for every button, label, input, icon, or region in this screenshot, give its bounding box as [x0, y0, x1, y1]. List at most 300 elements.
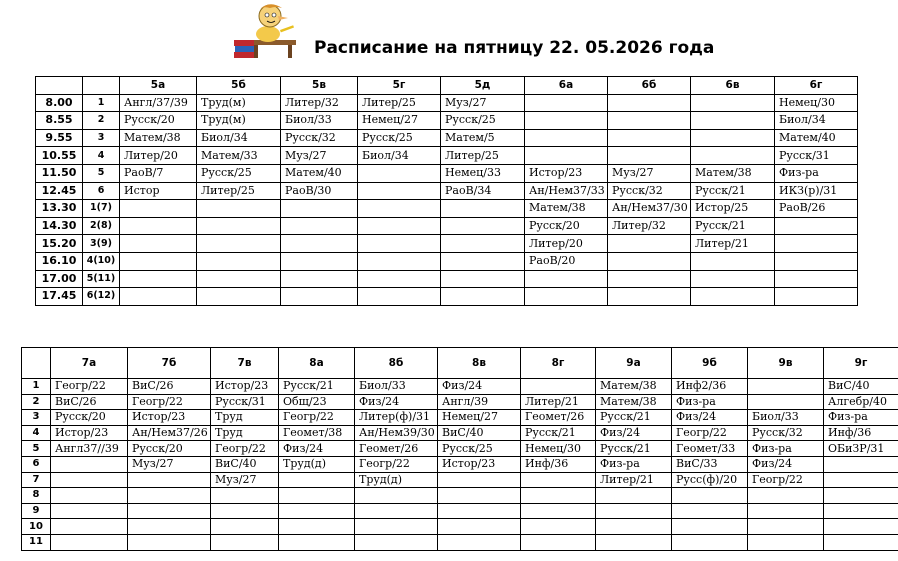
lesson-cell: [608, 288, 691, 306]
lesson-cell: [358, 288, 441, 306]
lesson-cell: [358, 200, 441, 218]
class-header: 6в: [691, 77, 775, 95]
lesson-cell: Русск/25: [358, 129, 441, 147]
lesson-cell: [824, 534, 898, 550]
lesson-cell: ВиС/33: [672, 456, 748, 472]
lesson-cell: Ан/Нем37/33: [525, 182, 608, 200]
lesson-cell: Матем/38: [596, 379, 672, 395]
lesson-cell: Русск/25: [197, 164, 281, 182]
lesson-cell: Матем/38: [525, 200, 608, 218]
lesson-cell: [358, 270, 441, 288]
lesson-cell: Литер(ф)/31: [355, 410, 438, 426]
lesson-cell: РаоВ/34: [441, 182, 525, 200]
lesson-cell: Геомет/26: [521, 410, 596, 426]
lesson-cell: [355, 519, 438, 535]
lesson-cell: Русск/21: [691, 182, 775, 200]
lesson-cell: Инф/36: [521, 456, 596, 472]
lesson-cell: Биол/33: [355, 379, 438, 395]
lesson-cell: Физ/24: [355, 394, 438, 410]
lesson-cell: [441, 270, 525, 288]
lesson-cell: Матем/38: [120, 129, 197, 147]
table-row: [36, 147, 858, 165]
lesson-cell: Геогр/22: [51, 379, 128, 395]
lesson-cell: РаоВ/20: [525, 252, 608, 270]
lesson-cell: Англ/37/39: [120, 94, 197, 112]
lesson-cell: [525, 129, 608, 147]
lesson-cell: [355, 503, 438, 519]
lesson-cell: Истор/23: [51, 425, 128, 441]
lesson-cell: РаоВ/30: [281, 182, 358, 200]
lesson-cell: [279, 503, 355, 519]
class-header: 6а: [525, 77, 608, 95]
lesson-cell: [824, 472, 898, 488]
lesson-cell: Немец/27: [358, 112, 441, 130]
class-header: 9в: [748, 348, 824, 379]
lesson-number: 5: [22, 441, 51, 457]
lesson-cell: [51, 456, 128, 472]
lesson-number: 2: [83, 112, 120, 130]
lesson-cell: [438, 488, 521, 504]
schedule-table-grades-7-9: [21, 347, 898, 551]
schedule-table-grades-5-6: [35, 76, 858, 306]
lesson-cell: [608, 252, 691, 270]
table-row: [22, 503, 898, 519]
lesson-cell: [120, 270, 197, 288]
lesson-cell: Физ/24: [596, 425, 672, 441]
lesson-cell: Матем/33: [197, 147, 281, 165]
lesson-cell: Русск/21: [521, 425, 596, 441]
lesson-cell: Немец/33: [441, 164, 525, 182]
class-header: 6г: [775, 77, 858, 95]
lesson-number: 6(12): [83, 288, 120, 306]
lesson-cell: Геомет/26: [355, 441, 438, 457]
lesson-number: 1: [22, 379, 51, 395]
lesson-cell: Русск/21: [596, 410, 672, 426]
lesson-cell: Труд(м): [197, 94, 281, 112]
lesson-cell: [281, 288, 358, 306]
class-header: 8а: [279, 348, 355, 379]
class-header: 7а: [51, 348, 128, 379]
lesson-time: 8.00: [36, 94, 83, 112]
class-header: 5г: [358, 77, 441, 95]
lesson-cell: [608, 94, 691, 112]
lesson-number: 11: [22, 534, 51, 550]
lesson-cell: [358, 164, 441, 182]
header-row: [36, 77, 858, 95]
lesson-cell: [211, 534, 279, 550]
lesson-cell: Муз/27: [281, 147, 358, 165]
lesson-cell: [51, 519, 128, 535]
lesson-cell: Физ-ра: [596, 456, 672, 472]
lesson-cell: [521, 488, 596, 504]
lesson-cell: [824, 503, 898, 519]
lesson-cell: [120, 200, 197, 218]
lesson-cell: [355, 488, 438, 504]
lesson-number: 2(8): [83, 217, 120, 235]
lesson-cell: [438, 503, 521, 519]
table-row: [36, 217, 858, 235]
table-row: [22, 472, 898, 488]
lesson-cell: Инф2/36: [672, 379, 748, 395]
lesson-cell: Муз/27: [441, 94, 525, 112]
lesson-cell: [438, 519, 521, 535]
lesson-number: 5: [83, 164, 120, 182]
lesson-number: 4: [83, 147, 120, 165]
lesson-cell: [51, 503, 128, 519]
lesson-cell: [691, 270, 775, 288]
lesson-cell: [596, 488, 672, 504]
class-header: 5в: [281, 77, 358, 95]
lesson-cell: Литер/21: [521, 394, 596, 410]
lesson-cell: Немец/27: [438, 410, 521, 426]
lesson-time: 17.45: [36, 288, 83, 306]
lesson-cell: [691, 252, 775, 270]
lesson-number: 3(9): [83, 235, 120, 253]
lesson-cell: [128, 519, 211, 535]
lesson-cell: [521, 503, 596, 519]
lesson-cell: [281, 217, 358, 235]
lesson-cell: Геогр/22: [748, 472, 824, 488]
lesson-cell: Муз/27: [128, 456, 211, 472]
lesson-cell: [775, 270, 858, 288]
lesson-number: 3: [83, 129, 120, 147]
lesson-cell: Физ/24: [672, 410, 748, 426]
lesson-cell: Биол/33: [281, 112, 358, 130]
lesson-cell: Русс(ф)/20: [672, 472, 748, 488]
lesson-cell: Русск/21: [279, 379, 355, 395]
lesson-number: 4(10): [83, 252, 120, 270]
lesson-time: 9.55: [36, 129, 83, 147]
lesson-cell: [824, 456, 898, 472]
lesson-cell: Истор/23: [525, 164, 608, 182]
lesson-cell: Геогр/22: [672, 425, 748, 441]
lesson-cell: Русск/25: [441, 112, 525, 130]
header-time-cell: [36, 77, 83, 95]
lesson-cell: [748, 503, 824, 519]
lesson-cell: [358, 217, 441, 235]
page-title: Расписание на пятницу 22. 05.2026 года: [314, 38, 715, 58]
lesson-cell: [51, 472, 128, 488]
lesson-cell: [525, 94, 608, 112]
lesson-cell: Истор/23: [438, 456, 521, 472]
lesson-cell: Ан/Нем37/26: [128, 425, 211, 441]
table-row: [36, 252, 858, 270]
lesson-cell: Литер/32: [281, 94, 358, 112]
class-header: 7б: [128, 348, 211, 379]
lesson-time: 16.10: [36, 252, 83, 270]
table-row: [36, 129, 858, 147]
lesson-cell: [521, 519, 596, 535]
lesson-cell: ВиС/40: [438, 425, 521, 441]
table-row: [36, 235, 858, 253]
lesson-cell: Матем/40: [281, 164, 358, 182]
lesson-cell: [281, 200, 358, 218]
lesson-cell: [279, 472, 355, 488]
lesson-cell: [279, 519, 355, 535]
lesson-cell: [279, 534, 355, 550]
lesson-cell: [824, 488, 898, 504]
lesson-cell: Труд(д): [355, 472, 438, 488]
header-row: [22, 348, 898, 379]
lesson-cell: [608, 235, 691, 253]
lesson-time: 14.30: [36, 217, 83, 235]
lesson-cell: Труд(м): [197, 112, 281, 130]
lesson-time: 10.55: [36, 147, 83, 165]
header-num-cell: [22, 348, 51, 379]
table-row: [36, 182, 858, 200]
lesson-cell: Русск/21: [691, 217, 775, 235]
lesson-cell: Русск/20: [525, 217, 608, 235]
lesson-cell: [775, 217, 858, 235]
lesson-cell: [438, 472, 521, 488]
lesson-cell: [51, 488, 128, 504]
lesson-cell: ВиС/26: [128, 379, 211, 395]
lesson-cell: РаоВ/7: [120, 164, 197, 182]
lesson-cell: Литер/20: [525, 235, 608, 253]
lesson-cell: Геогр/22: [355, 456, 438, 472]
lesson-cell: [672, 488, 748, 504]
lesson-cell: [691, 94, 775, 112]
lesson-cell: Геомет/33: [672, 441, 748, 457]
lesson-cell: [596, 519, 672, 535]
lesson-cell: Физ-ра: [824, 410, 898, 426]
lesson-cell: [748, 519, 824, 535]
lesson-cell: [691, 129, 775, 147]
lesson-cell: Немец/30: [521, 441, 596, 457]
lesson-cell: Биол/34: [197, 129, 281, 147]
lesson-cell: Геогр/22: [211, 441, 279, 457]
lesson-cell: Физ-ра: [748, 441, 824, 457]
lesson-number: 8: [22, 488, 51, 504]
lesson-cell: [197, 252, 281, 270]
lesson-number: 6: [83, 182, 120, 200]
lesson-cell: Русск/31: [211, 394, 279, 410]
lesson-cell: Англ37//39: [51, 441, 128, 457]
lesson-cell: [441, 200, 525, 218]
lesson-cell: [672, 503, 748, 519]
lesson-cell: [281, 252, 358, 270]
class-header: 6б: [608, 77, 691, 95]
lesson-cell: ИКЗ(р)/31: [775, 182, 858, 200]
lesson-cell: [355, 534, 438, 550]
lesson-cell: [525, 112, 608, 130]
lesson-time: 8.55: [36, 112, 83, 130]
class-header: 5б: [197, 77, 281, 95]
lesson-cell: Биол/33: [748, 410, 824, 426]
lesson-cell: ВиС/26: [51, 394, 128, 410]
lesson-cell: Литер/20: [120, 147, 197, 165]
lesson-cell: [525, 270, 608, 288]
table-row: [36, 200, 858, 218]
lesson-cell: Матем/5: [441, 129, 525, 147]
table-row: [36, 164, 858, 182]
lesson-cell: [608, 112, 691, 130]
lesson-cell: Истор/25: [691, 200, 775, 218]
table-row: [36, 270, 858, 288]
lesson-cell: Биол/34: [775, 112, 858, 130]
lesson-number: 5(11): [83, 270, 120, 288]
lesson-cell: ВиС/40: [211, 456, 279, 472]
lesson-cell: [197, 200, 281, 218]
lesson-cell: [441, 252, 525, 270]
lesson-cell: [672, 534, 748, 550]
lesson-cell: [197, 270, 281, 288]
lesson-cell: [128, 472, 211, 488]
lesson-cell: Истор: [120, 182, 197, 200]
lesson-cell: [824, 519, 898, 535]
table-row: [36, 94, 858, 112]
table-row: [22, 379, 898, 395]
lesson-cell: Физ-ра: [775, 164, 858, 182]
lesson-cell: [279, 488, 355, 504]
lesson-cell: [521, 534, 596, 550]
lesson-cell: Муз/27: [211, 472, 279, 488]
lesson-time: 17.00: [36, 270, 83, 288]
lesson-cell: [775, 235, 858, 253]
lesson-number: 2: [22, 394, 51, 410]
lesson-cell: Литер/21: [596, 472, 672, 488]
cartoon-student-at-desk-icon: [230, 0, 302, 60]
lesson-cell: ВиС/40: [824, 379, 898, 395]
lesson-cell: [596, 503, 672, 519]
lesson-number: 7: [22, 472, 51, 488]
lesson-number: 1: [83, 94, 120, 112]
lesson-cell: [281, 235, 358, 253]
lesson-cell: [691, 112, 775, 130]
table-row: [22, 488, 898, 504]
lesson-cell: [608, 147, 691, 165]
lesson-cell: [197, 217, 281, 235]
lesson-cell: Матем/38: [596, 394, 672, 410]
lesson-cell: [608, 129, 691, 147]
lesson-cell: [521, 472, 596, 488]
lesson-cell: Муз/27: [608, 164, 691, 182]
lesson-cell: [525, 147, 608, 165]
header-num-cell: [83, 77, 120, 95]
lesson-cell: [120, 235, 197, 253]
lesson-cell: Русск/20: [120, 112, 197, 130]
class-header: 5а: [120, 77, 197, 95]
lesson-cell: Русск/20: [128, 441, 211, 457]
lesson-cell: Матем/38: [691, 164, 775, 182]
lesson-cell: [748, 394, 824, 410]
table-row: [22, 425, 898, 441]
lesson-time: 15.20: [36, 235, 83, 253]
lesson-cell: РаоВ/26: [775, 200, 858, 218]
table-row: [22, 519, 898, 535]
lesson-cell: Истор/23: [128, 410, 211, 426]
lesson-cell: Физ/24: [279, 441, 355, 457]
lesson-cell: [197, 288, 281, 306]
lesson-cell: [748, 488, 824, 504]
class-header: 9а: [596, 348, 672, 379]
lesson-cell: [120, 288, 197, 306]
class-header: 9г: [824, 348, 898, 379]
lesson-cell: Литер/25: [358, 94, 441, 112]
lesson-cell: Инф/36: [824, 425, 898, 441]
lesson-cell: Труд(д): [279, 456, 355, 472]
lesson-number: 6: [22, 456, 51, 472]
table-row: [36, 112, 858, 130]
lesson-number: 4: [22, 425, 51, 441]
lesson-number: 9: [22, 503, 51, 519]
lesson-cell: [358, 252, 441, 270]
lesson-cell: Литер/25: [441, 147, 525, 165]
lesson-cell: Физ/24: [748, 456, 824, 472]
lesson-cell: [120, 217, 197, 235]
class-header: 7в: [211, 348, 279, 379]
table-row: [22, 410, 898, 426]
lesson-number: 10: [22, 519, 51, 535]
table-row: [36, 288, 858, 306]
lesson-cell: [438, 534, 521, 550]
lesson-cell: Истор/23: [211, 379, 279, 395]
lesson-cell: Геогр/22: [128, 394, 211, 410]
lesson-cell: Общ/23: [279, 394, 355, 410]
lesson-cell: Ан/Нем39/30: [355, 425, 438, 441]
table-row: [22, 441, 898, 457]
lesson-cell: [128, 534, 211, 550]
lesson-cell: Труд: [211, 410, 279, 426]
lesson-cell: Геомет/38: [279, 425, 355, 441]
lesson-cell: [211, 503, 279, 519]
lesson-cell: [441, 288, 525, 306]
lesson-cell: [521, 379, 596, 395]
lesson-cell: Русск/31: [775, 147, 858, 165]
table-row: [22, 456, 898, 472]
lesson-cell: [441, 235, 525, 253]
lesson-time: 12.45: [36, 182, 83, 200]
class-header: 8б: [355, 348, 438, 379]
lesson-time: 11.50: [36, 164, 83, 182]
lesson-cell: [775, 288, 858, 306]
lesson-cell: [748, 379, 824, 395]
lesson-cell: Труд: [211, 425, 279, 441]
lesson-cell: [358, 235, 441, 253]
table-row: [22, 394, 898, 410]
lesson-cell: [691, 147, 775, 165]
lesson-cell: [608, 270, 691, 288]
lesson-number: 3: [22, 410, 51, 426]
lesson-cell: [596, 534, 672, 550]
lesson-cell: Матем/40: [775, 129, 858, 147]
lesson-number: 1(7): [83, 200, 120, 218]
lesson-cell: Немец/30: [775, 94, 858, 112]
lesson-cell: [197, 235, 281, 253]
lesson-cell: [775, 252, 858, 270]
class-header: 8г: [521, 348, 596, 379]
lesson-cell: Русск/32: [281, 129, 358, 147]
class-header: 9б: [672, 348, 748, 379]
lesson-cell: [748, 534, 824, 550]
lesson-cell: Алгебр/40: [824, 394, 898, 410]
class-header: 8в: [438, 348, 521, 379]
lesson-cell: Литер/25: [197, 182, 281, 200]
lesson-cell: [120, 252, 197, 270]
lesson-cell: Геогр/22: [279, 410, 355, 426]
lesson-cell: Русск/32: [608, 182, 691, 200]
lesson-cell: Биол/34: [358, 147, 441, 165]
lesson-cell: [281, 270, 358, 288]
lesson-cell: [211, 488, 279, 504]
lesson-cell: [128, 503, 211, 519]
lesson-cell: Англ/39: [438, 394, 521, 410]
lesson-cell: [358, 182, 441, 200]
lesson-time: 13.30: [36, 200, 83, 218]
lesson-cell: Русск/25: [438, 441, 521, 457]
lesson-cell: Русск/32: [748, 425, 824, 441]
lesson-cell: Русск/21: [596, 441, 672, 457]
